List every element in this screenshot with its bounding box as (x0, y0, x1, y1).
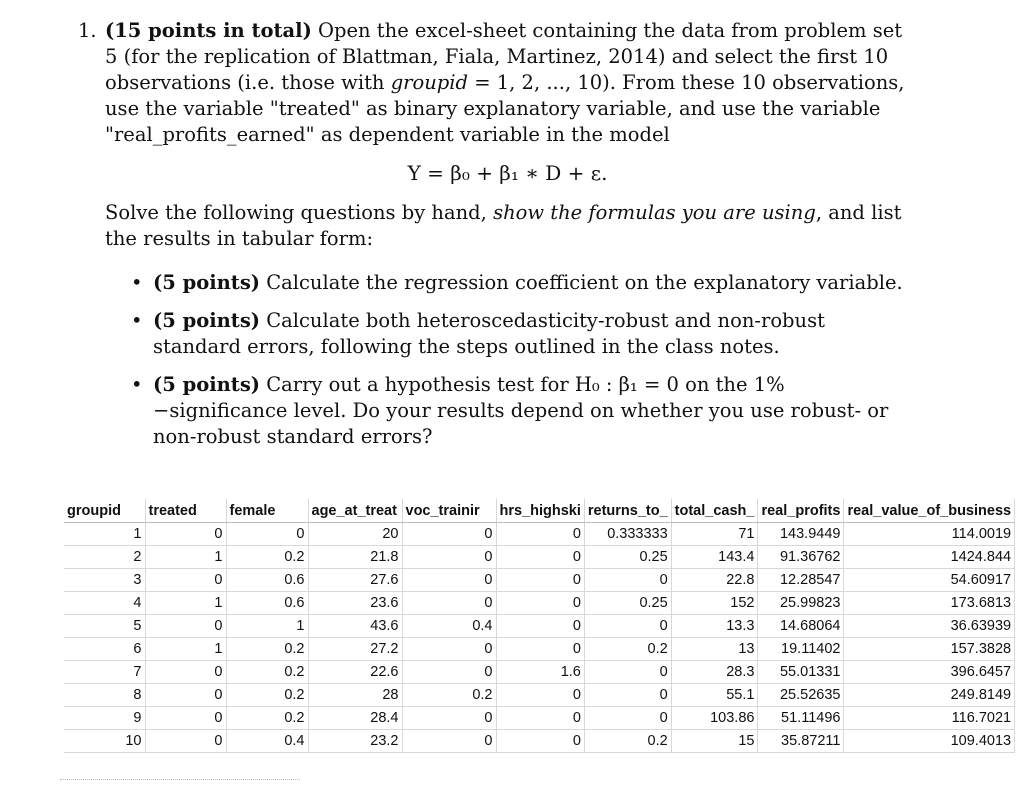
table-cell: 54.60917 (844, 569, 1015, 592)
table-cell: 396.6457 (844, 661, 1015, 684)
table-cell: 71 (671, 523, 758, 546)
instructions (105, 200, 910, 252)
table-cell: 0.2 (584, 638, 671, 661)
table-cell: 8 (64, 684, 145, 707)
table-cell: 0 (496, 546, 584, 569)
table-cell: 0 (402, 638, 496, 661)
table-cell: 7 (64, 661, 145, 684)
question-text: Calculate both heteroscedasticity-robust and non-robust standard errors, following the steps outlined in the class notes. (153, 309, 825, 358)
table-row (64, 523, 1015, 546)
table-row (64, 569, 1015, 592)
table-cell: 1424.844 (844, 546, 1015, 569)
table-header (64, 499, 1015, 523)
table-cell: 3 (64, 569, 145, 592)
table-cell: 0 (145, 707, 226, 730)
table-cell: 0 (496, 638, 584, 661)
table-cell: 1 (145, 638, 226, 661)
table-cell: 0.2 (402, 684, 496, 707)
table-cell: 114.0019 (844, 523, 1015, 546)
table-cell: 0.25 (584, 592, 671, 615)
table-cell: 0 (402, 523, 496, 546)
table-cell: 249.8149 (844, 684, 1015, 707)
table-cell: 25.99823 (758, 592, 844, 615)
table-cell: 0 (402, 569, 496, 592)
table-cell: 0 (145, 730, 226, 753)
table-cell: 0.2 (226, 707, 308, 730)
table-body (64, 523, 1015, 753)
table-cell: 55.01331 (758, 661, 844, 684)
table-cell: 1 (145, 546, 226, 569)
table-cell: 14.68064 (758, 615, 844, 638)
table-cell: 173.6813 (844, 592, 1015, 615)
table-cell: 0 (496, 569, 584, 592)
problem-body (105, 18, 910, 450)
table-row (64, 615, 1015, 638)
table-cell: 6 (64, 638, 145, 661)
problem-number: 1. (78, 19, 97, 42)
table-cell: 0.6 (226, 569, 308, 592)
table-cell: 9 (64, 707, 145, 730)
column-header: groupid (64, 499, 145, 523)
table-cell: 0 (145, 569, 226, 592)
table-cell: 23.6 (308, 592, 402, 615)
table-cell: 35.87211 (758, 730, 844, 753)
table-cell: 36.63939 (844, 615, 1015, 638)
table-cell: 0 (496, 684, 584, 707)
table-cell: 2 (64, 546, 145, 569)
table-cell: 0 (496, 707, 584, 730)
table-cell: 0 (145, 615, 226, 638)
column-header: female (226, 499, 308, 523)
points-total-label: (15 points in total) (105, 19, 312, 42)
table-cell: 28 (308, 684, 402, 707)
table-cell: 0 (584, 661, 671, 684)
table-cell: 143.4 (671, 546, 758, 569)
column-header: hrs_highski (496, 499, 584, 523)
table-cell: 0 (145, 684, 226, 707)
table-cell: 51.11496 (758, 707, 844, 730)
bullet-icon: • (131, 271, 143, 294)
table-cell: 0 (145, 661, 226, 684)
table-cell: 0.25 (584, 546, 671, 569)
table-cell: 0 (402, 592, 496, 615)
table-row (64, 638, 1015, 661)
table-cell: 43.6 (308, 615, 402, 638)
column-header: treated (145, 499, 226, 523)
table-cell: 5 (64, 615, 145, 638)
table-cell: 27.6 (308, 569, 402, 592)
table-cell: 0 (402, 730, 496, 753)
table-cell: 55.1 (671, 684, 758, 707)
table-cell: 28.3 (671, 661, 758, 684)
table-cell: 109.4013 (844, 730, 1015, 753)
table-cell: 0 (496, 730, 584, 753)
table-cell: 15 (671, 730, 758, 753)
table-cell: 0 (226, 523, 308, 546)
table-cell: 0.2 (226, 546, 308, 569)
table-cell: 27.2 (308, 638, 402, 661)
column-header: real_value_of_business (844, 499, 1015, 523)
model-equation: Y = β₀ + β₁ ∗ D + ε. (407, 161, 608, 185)
table-cell: 0.2 (226, 638, 308, 661)
table-row (64, 707, 1015, 730)
table-cell: 0 (584, 707, 671, 730)
groupid-variable: groupid (390, 71, 469, 94)
question-points: (5 points) (153, 309, 261, 332)
table-cell: 0 (496, 615, 584, 638)
table-cell: 91.36762 (758, 546, 844, 569)
table-cell: 0.4 (402, 615, 496, 638)
table-row (64, 546, 1015, 569)
table-cell: 0.2 (584, 730, 671, 753)
table-cell: 152 (671, 592, 758, 615)
table-cell: 19.11402 (758, 638, 844, 661)
table-cell: 0.6 (226, 592, 308, 615)
table-cell: 1 (226, 615, 308, 638)
table-cell: 21.8 (308, 546, 402, 569)
table-cell: 13.3 (671, 615, 758, 638)
table-cell: 28.4 (308, 707, 402, 730)
table-cell: 0.333333 (584, 523, 671, 546)
table-cell: 0.4 (226, 730, 308, 753)
table-cell: 0 (402, 661, 496, 684)
instructions-end: , and list the results in tabular form: (105, 201, 902, 250)
question-list (105, 270, 910, 450)
table-cell: 0 (496, 592, 584, 615)
table-cell: 1.6 (496, 661, 584, 684)
problem-text (70, 18, 910, 462)
table-cell: 0 (145, 523, 226, 546)
table-cell: 0.2 (226, 684, 308, 707)
instructions-emphasis: show the formulas you are using (493, 201, 816, 224)
table-cell: 0 (584, 684, 671, 707)
table-row (64, 592, 1015, 615)
question-item (105, 372, 910, 450)
instructions-start: Solve the following questions by hand, (105, 201, 494, 224)
table-cell: 23.2 (308, 730, 402, 753)
question-item (105, 308, 910, 360)
table-cell: 143.9449 (758, 523, 844, 546)
table-row (64, 730, 1015, 753)
table-row (64, 684, 1015, 707)
table-cell: 10 (64, 730, 145, 753)
column-header: voc_trainir (402, 499, 496, 523)
table-cell: 157.3828 (844, 638, 1015, 661)
problem-intro: Open the excel-sheet containing the data from problem set 5 (for the replication of Blattman, Fiala, Martinez, 2014) and select the first 10 observations (i.e. those with (105, 19, 903, 94)
table-cell: 22.8 (671, 569, 758, 592)
column-header: returns_to_ (584, 499, 671, 523)
table-cell: 0 (584, 615, 671, 638)
question-text: Carry out a hypothesis test for H₀ : β₁ = 0 on the 1%−significance level. Do your results depend on whether you use robust- or non-robust standard errors? (153, 373, 889, 448)
column-header: age_at_treat (308, 499, 402, 523)
question-points: (5 points) (153, 373, 261, 396)
column-header: real_profits (758, 499, 844, 523)
table-cell: 12.28547 (758, 569, 844, 592)
data-table (64, 499, 1015, 753)
table-cell: 1 (145, 592, 226, 615)
table-cell: 0 (402, 546, 496, 569)
column-header: total_cash_ (671, 499, 758, 523)
bullet-icon: • (131, 373, 143, 396)
table-cell: 4 (64, 592, 145, 615)
table-cell: 103.86 (671, 707, 758, 730)
table-cell: 0 (496, 523, 584, 546)
bullet-icon: • (131, 309, 143, 332)
table-cell: 13 (671, 638, 758, 661)
header-row (64, 499, 1015, 523)
table-cell: 116.7021 (844, 707, 1015, 730)
table-cell: 22.6 (308, 661, 402, 684)
question-item (105, 270, 910, 296)
question-points: (5 points) (153, 271, 261, 294)
groupid-range: = 1, 2, ..., 10). From these 10 observations, use the variable "treated" as binary explanatory variable, and use the variable "real_profits_earned" as dependent variable in the model (105, 71, 905, 146)
table-cell: 25.52635 (758, 684, 844, 707)
table-cell: 0 (584, 569, 671, 592)
table-cell: 20 (308, 523, 402, 546)
table-cell: 0.2 (226, 661, 308, 684)
table-cell: 0 (402, 707, 496, 730)
table-row (64, 661, 1015, 684)
table-cell: 1 (64, 523, 145, 546)
question-text: Calculate the regression coefficient on the explanatory variable. (260, 271, 903, 294)
